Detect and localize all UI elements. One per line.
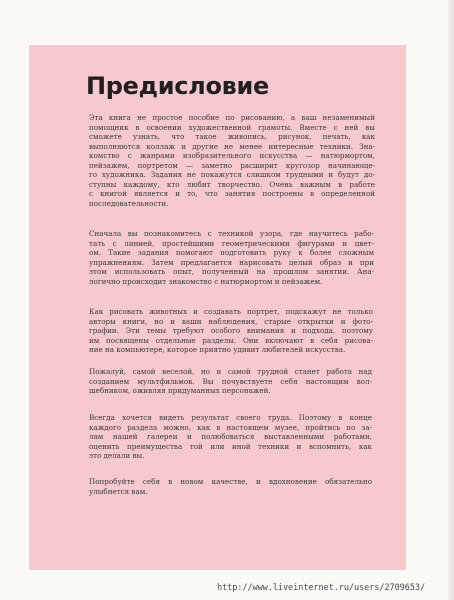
paragraph-line: тать с линией, простейшими геометрическими фигурами и цвет- <box>89 238 374 248</box>
paragraph-line: комство с жанрами изобразительного искусства — натюрмортом, <box>89 151 375 160</box>
page-title: Предисловие <box>86 72 270 100</box>
paragraph-line: Всегда хочется видеть результат своего труда. Поэтому в конце <box>89 413 372 422</box>
paragraph-line: логично происходит знакомство с натюрмортом и пейзажем. <box>89 276 323 286</box>
paragraph-line: Как рисовать животных и создавать портрет, подскажут не только <box>89 307 373 316</box>
paragraph-line: им посвящены отдельные разделы. Они включают в себя рисова- <box>89 335 373 345</box>
paragraph-line: с книгой является и то, что занятия построены в определенной <box>89 189 375 198</box>
paragraph-line: Попробуйте себя в новом качестве, и вдохновение обязательно <box>89 477 372 486</box>
source-url-watermark: http://www.liveinternet.ru/users/2709653/ <box>217 583 426 593</box>
paragraph-line: пейзажем, портретом — заметно расширит кругозор начинающе- <box>89 160 375 170</box>
paragraph-line: этом использовать опыт, полученный на прошлом занятии. Ана- <box>89 267 374 276</box>
paragraph-closing <box>89 477 372 496</box>
paragraph-line: упражнениям. Затем предлагается нарисовать целый образ и при <box>89 257 374 267</box>
paragraph-line: Пожалуй, самой веселой, но и самой трудной станет работа над <box>89 367 372 376</box>
paragraph-line: выполняются коллаж и другие не менее интересные техники. Зна- <box>89 141 375 151</box>
paragraph-line: ние на компьютере, которое приятно удивит любителей искусства. <box>89 345 346 354</box>
paragraph-line: созданием мультфильмов. Вы почувствуете себя настоящим вол- <box>89 376 372 386</box>
paragraph-line: графии. Эти темы требуют особого внимания и подхода, поэтому <box>89 326 373 335</box>
paragraph-line: ступны каждому, кто любит творчество. Очень важным в работе <box>89 179 375 189</box>
paragraph-line: каждого раздела можно, как в настоящем музее, пройтись по за- <box>89 422 372 432</box>
paragraph-line: помощник в освоении художественной грамоты. Вместе с ней вы <box>89 122 375 132</box>
paragraph-intro <box>89 113 375 208</box>
paragraph-line: Сначала вы познакомитесь с техникой узора, где научитесь рабо- <box>89 229 374 238</box>
page-edge-shadow <box>448 0 454 600</box>
paragraph-line: улыбнется вам. <box>89 486 148 496</box>
paragraph-cartoons <box>89 367 372 396</box>
paragraph-line: лам нашей галереи и полюбоваться выставленными работами, <box>89 432 372 441</box>
paragraph-line: это делали вы. <box>89 451 145 460</box>
paragraph-pattern-technique <box>89 229 374 286</box>
paragraph-line: сможете узнать, что такое живопись, рисунок, печать, как <box>89 132 375 141</box>
paragraph-gallery <box>89 413 372 461</box>
paragraph-line: го художника. Задания не покажутся слишком трудными и будут до- <box>89 170 375 179</box>
paragraph-line: ом. Такие задания помогают подготовить руку к более сложным <box>89 248 374 257</box>
paragraph-line: авторы книги, но и ваши наблюдения, старые открытки и фото- <box>89 316 373 326</box>
paragraph-line: шебником, оживляя придуманных персонажей. <box>89 386 271 395</box>
paragraph-line: оценить преимущества той или иной техники и вспомнить, как <box>89 441 372 451</box>
paragraph-line: последовательности. <box>89 198 169 208</box>
paragraph-animals-portrait <box>89 307 373 355</box>
paragraph-line: Эта книга не простое пособие по рисованию, а ваш незаменимый <box>89 113 375 122</box>
